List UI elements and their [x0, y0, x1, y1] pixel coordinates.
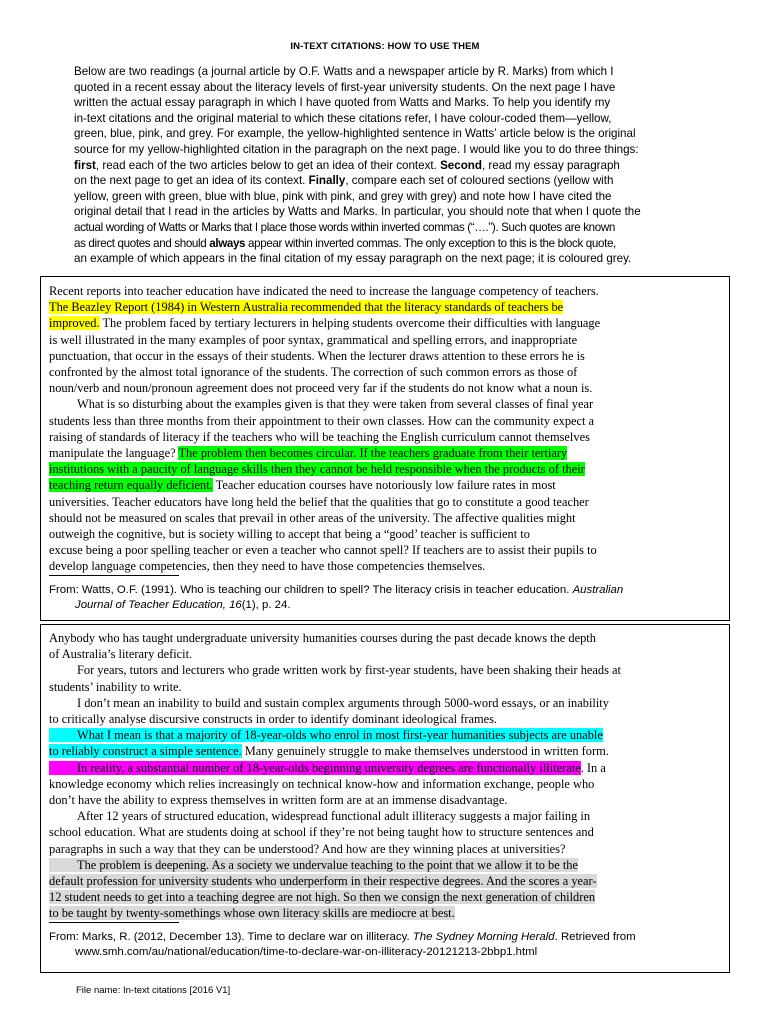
intro-line: as direct quotes and should always appear within inverted commas. The only exception to this is the block quote,	[74, 236, 616, 250]
intro-line: in-text citations and the original material to which these citations refer, I have colour-coded them—yellow,	[74, 111, 612, 125]
intro-line: source for my yellow-highlighted citation in the paragraph on the next page. I would like you to do three things:	[74, 142, 639, 156]
reading-line: school education. What are students doing at school if they’re not being taught how to structure sentences and	[49, 825, 594, 840]
reading-line: of Australia’s literary deficit.	[49, 647, 193, 662]
reading-line: What is so disturbing about the examples given is that they were taken from several classes of final year	[77, 397, 594, 412]
intro-line: first, read each of the two articles below to get an idea of their context. Second, read my essay paragraph	[74, 158, 620, 172]
reading-line: noun/verb and noun/pronoun agreement does not proceed very far if the students do not know what a noun is.	[49, 381, 593, 396]
reading-watts-text	[49, 283, 721, 575]
highlight-grey: The problem is deepening. As a society we undervalue teaching to the point that we allow it to be the	[49, 858, 578, 872]
reading-line: should not be measured on scales that prevail in other areas of the university. The affective qualities might	[49, 510, 576, 525]
reading-line	[49, 873, 721, 889]
reading-line: Anybody who has taught undergraduate university humanities courses during the past decade knows the depth	[49, 631, 596, 645]
reading-line: students’ inability to write.	[49, 679, 182, 694]
reading-line: to reliably construct a simple sentence. Many genuinely struggle to make themselves understood in written form.	[49, 744, 609, 759]
intro-line: actual wording of Watts or Marks that I place those words within inverted commas (“….”). Such quotes are known	[74, 220, 615, 234]
reading-line	[49, 889, 721, 905]
highlight-grey: 12 student needs to get into a teaching degree are not high. So then we consign the next generation of children	[49, 890, 596, 905]
highlight-blue: to reliably construct a simple sentence.	[49, 744, 242, 759]
intro-line: written the actual essay paragraph in which I have quoted from Watts and Marks. To help you identify my	[74, 96, 611, 110]
reading-line: For years, tutors and lecturers who grade written work by first-year students, have been shaking their heads at	[77, 663, 621, 678]
highlight-blue: What I mean is that a majority of 18-year-olds who enrol in most first-year humanities subjects are unable	[49, 728, 603, 742]
reading-watts-box	[40, 276, 730, 621]
intro-line: Below are two readings (a journal article by O.F. Watts and a newspaper article by R. Marks) from which I	[74, 65, 614, 78]
highlight-grey: default profession for university students who underperform in their respective degrees. And the scores a year-	[49, 874, 597, 889]
reading-line	[49, 461, 721, 477]
reading-line: teaching return equally deficient. Teacher education courses have notoriously low failure rates in most	[49, 478, 556, 493]
reading-line: confronted by the almost total ignorance of the students. The correction of such common errors as those of	[49, 365, 578, 380]
highlight-green: institutions with a paucity of language skills then they cannot be held responsible when the products of their	[49, 462, 585, 477]
reading-line: outweigh the cognitive, but is society willing to accept that being a “good’ teacher is sufficient to	[49, 527, 530, 542]
reading-marks-box	[40, 624, 730, 973]
file-name-footer: File name: In-text citations [2016 V1]	[76, 985, 231, 996]
source-divider	[49, 922, 179, 923]
reading-line: paragraphs in such a way that they can be understood? And how are they winning places at universities?	[49, 841, 566, 856]
highlight-yellow: improved.	[49, 316, 100, 331]
highlight-green: The problem then becomes circular. If the teachers graduate from their tertiary	[178, 446, 568, 461]
intro-paragraph	[74, 64, 714, 267]
reading-line	[49, 905, 721, 921]
reading-line: punctuation, that occur in the essays of their students. When the lecturer draws attention to these errors he is	[49, 348, 585, 363]
reading-line: In reality, a substantial number of 18-year-olds beginning university degrees are functionally illiterate. In a	[49, 760, 721, 776]
reading-line	[49, 857, 721, 873]
reading-line: improved. The problem faced by tertiary lecturers in helping students overcome their difficulties with language	[49, 316, 601, 331]
emphasis-finally: Finally	[308, 174, 346, 188]
reading-line: excuse being a poor spelling teacher or even a teacher who cannot spell? If teachers are to assist their pupils to	[49, 543, 597, 558]
reading-line: don’t have the ability to express themselves in written form are at an immense disadvantage.	[49, 793, 508, 808]
intro-line: original detail that I read in the articles by Watts and Marks. In particular, you should note that when I quote the	[74, 205, 641, 219]
highlight-pink: In reality, a substantial number of 18-year-olds beginning university degrees are functionally illiterate	[49, 761, 581, 775]
source-url: www.smh.com/au/national/education/time-to-declare-war-on-illiteracy-20121213-2bbp1.html	[75, 946, 538, 958]
reading-marks-text	[49, 630, 721, 922]
page-title: IN-TEXT CITATIONS: HOW TO USE THEM	[290, 41, 480, 52]
reading-line	[49, 299, 721, 315]
intro-line: quoted in a recent essay about the literacy levels of first-year university students. On the next page I have	[74, 80, 616, 94]
reading-line: After 12 years of structured education, widespread functional adult illiteracy suggests a major failing in	[77, 809, 591, 824]
reading-line: raising of standards of literacy if the teachers who will be teaching the English curriculum cannot themselves	[49, 429, 590, 444]
source-divider	[49, 575, 179, 576]
highlight-grey: to be taught by twenty-somethings whose own literacy skills are mediocre at best.	[49, 906, 455, 921]
highlight-yellow: The Beazley Report (1984) in Western Australia recommended that the literacy standards of teachers be	[49, 300, 564, 315]
emphasis-first: first	[74, 158, 96, 172]
intro-line: an example of which appears in the final citation of my essay paragraph on the next page; it is coloured grey.	[74, 252, 632, 266]
intro-line: yellow, green with green, blue with blue, pink with pink, and grey with grey) and note how I have cited the	[74, 189, 612, 203]
reading-line: students less than three months from their appointment to their own classes. How can the community expect a	[49, 413, 595, 428]
reading-line: develop language competencies, then they need to have those competencies themselves.	[49, 559, 486, 574]
emphasis-always: always	[209, 236, 246, 250]
reading-line: is well illustrated in the many examples of poor syntax, grammatical and spelling errors, and inappropriate	[49, 332, 578, 347]
reading-line: manipulate the language? The problem then becomes circular. If the teachers graduate from their tertiary	[49, 446, 568, 461]
reading-line: to critically analyse discursive constructs in order to identify dominant ideological frames.	[49, 712, 497, 727]
reading-line	[49, 727, 721, 743]
source-citation-watts: From: Watts, O.F. (1991). Who is teaching our children to spell? The literacy crisis in teacher education. Australian Journal of Teacher Education, 16(1), p. 24.	[49, 584, 624, 611]
emphasis-second: Second	[440, 158, 482, 172]
highlight-green: teaching return equally deficient.	[49, 478, 213, 493]
reading-line: I don’t mean an inability to build and sustain complex arguments through 5000-word essays, or an inability	[77, 695, 609, 710]
reading-line: universities. Teacher educators have long held the belief that the qualities that go to constitute a good teacher	[49, 494, 589, 509]
reading-line: knowledge economy which relies increasingly on technical know-how and information exchange, people who	[49, 776, 595, 791]
reading-line: Recent reports into teacher education have indicated the need to increase the language competency of teachers.	[49, 284, 599, 298]
intro-line: green, blue, pink, and grey. For example, the yellow-highlighted sentence in Watts’ article below is the original	[74, 127, 636, 141]
source-citation-marks: From: Marks, R. (2012, December 13). Time to declare war on illiteracy. The Sydney Morning Herald. Retrieved from www.smh.com/au/national/education/time-to-declare-war-on-illiteracy-20121213-2bbp1.html	[49, 930, 724, 960]
intro-line: on the next page to get an idea of its context. Finally, compare each set of coloured sections (yellow with	[74, 174, 614, 188]
